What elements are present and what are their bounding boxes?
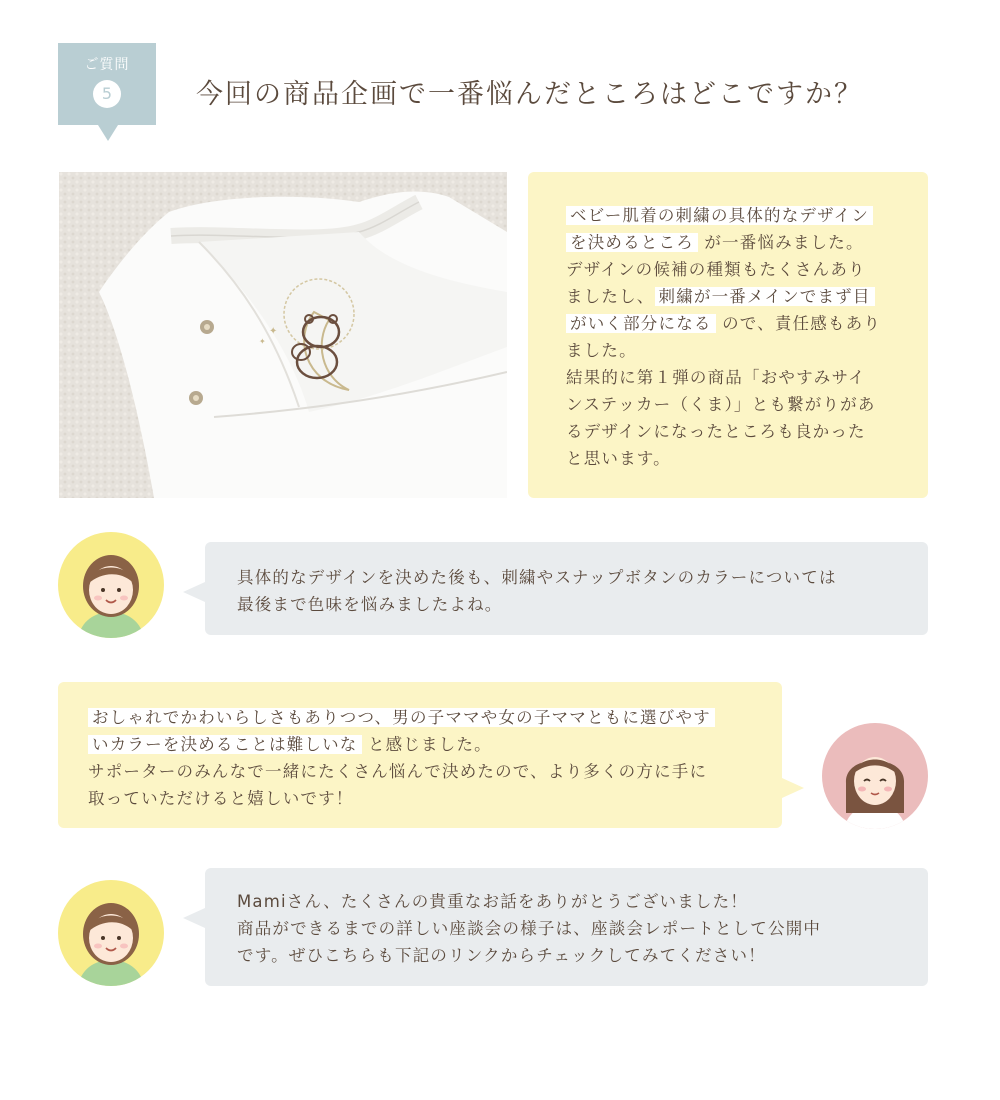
mami-avatar bbox=[822, 723, 928, 829]
question-label: ご質問 bbox=[84, 57, 130, 73]
interviewer-avatar-2 bbox=[58, 880, 164, 986]
product-photo bbox=[59, 172, 507, 498]
interviewer-avatar bbox=[58, 532, 164, 638]
svg-text:✦: ✦ bbox=[259, 337, 266, 346]
question-badge bbox=[58, 43, 156, 125]
interviewer-bubble-2: Mamiさん、たくさんの貴重なお話をありがとうございました！ 商品ができるまでの詳しい座談会の様子は、座談会レポートとして公開中 です。ぜひこちらも下記のリンクからチェックしてみてください！ bbox=[205, 868, 928, 986]
answer-text: ベビー肌着の刺繍の具体的なデザイン を決めるところ が一番悩みました。 デザインの候補の種類もたくさんあり ましたし、 刺繍が一番メインでまず目 がいく部分になる ので、責任感もあり ました。 結果的に第１弾の商品「おやすみサイ ンステッカー（くま）」とも繋がりがあ るデザインになったところも良かった と思います。 bbox=[566, 206, 882, 468]
question-title: 今回の商品企画で一番悩んだところはどこですか？ bbox=[196, 79, 863, 110]
answer-box bbox=[528, 172, 928, 498]
mami-bubble: おしゃれでかわいらしさもありつつ、男の子ママや女の子ママともに選びやす いカラーを決めることは難しいな と感じました。 サポーターのみんなで一緒にたくさん悩んで決めたので、より多くの方に手に 取っていただけると嬉しいです！ bbox=[58, 682, 782, 828]
interviewer-bubble-1: 具体的なデザインを決めた後も、刺繍やスナップボタンのカラーについては 最後まで色味を悩みましたよね。 bbox=[205, 542, 928, 635]
question-number: 5 bbox=[93, 80, 121, 108]
svg-text:✦: ✦ bbox=[269, 326, 278, 337]
